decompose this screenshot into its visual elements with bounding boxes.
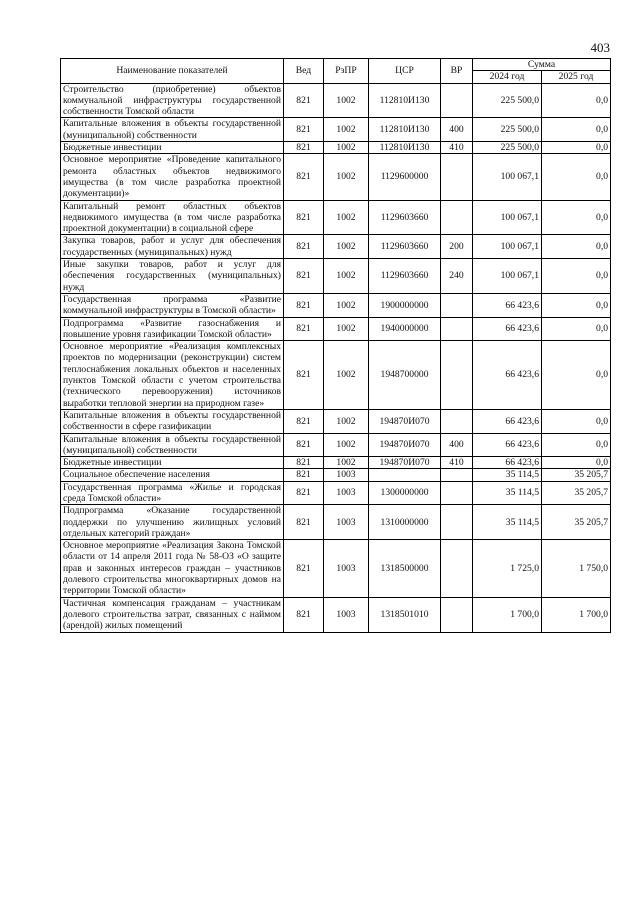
cell-y2024: 1 725,0: [473, 540, 542, 597]
cell-y2024: 66 423,6: [473, 433, 542, 457]
cell-y2024: 100 067,1: [473, 259, 542, 294]
cell-rzpr: 1002: [324, 457, 369, 469]
cell-y2025: 0,0: [542, 433, 611, 457]
cell-csr: 1129603660: [369, 235, 441, 259]
cell-vr: 410: [441, 457, 473, 469]
cell-rzpr: 1002: [324, 118, 369, 142]
cell-name: Основное мероприятие «Проведение капитального ремонта областных объектов недвижимого имущества (в том числе разработка проектной документации)»: [61, 154, 284, 200]
header-csr: ЦСР: [369, 59, 441, 84]
header-vr: ВР: [441, 59, 473, 84]
cell-rzpr: 1003: [324, 540, 369, 597]
table-row: [61, 481, 611, 505]
cell-csr: 1318501010: [369, 597, 441, 632]
table-row: [61, 457, 611, 469]
cell-vr: [441, 317, 473, 341]
cell-csr: 194870И070: [369, 457, 441, 469]
cell-csr: 194870И070: [369, 433, 441, 457]
header-name: Наименование показателей: [61, 59, 284, 84]
cell-csr: 1300000000: [369, 481, 441, 505]
cell-y2024: 1 700,0: [473, 597, 542, 632]
cell-rzpr: 1002: [324, 83, 369, 118]
cell-ved: 821: [284, 597, 324, 632]
cell-rzpr: 1002: [324, 142, 369, 154]
cell-y2025: 0,0: [542, 235, 611, 259]
cell-vr: [441, 597, 473, 632]
cell-y2024: 100 067,1: [473, 200, 542, 235]
cell-y2024: 66 423,6: [473, 341, 542, 410]
cell-ved: 821: [284, 200, 324, 235]
cell-vr: [441, 293, 473, 317]
cell-csr: 194870И070: [369, 409, 441, 433]
cell-csr: 1129603660: [369, 259, 441, 294]
cell-y2024: 66 423,6: [473, 457, 542, 469]
cell-ved: 821: [284, 83, 324, 118]
cell-y2025: 0,0: [542, 293, 611, 317]
cell-y2025: 0,0: [542, 409, 611, 433]
cell-rzpr: 1002: [324, 259, 369, 294]
cell-vr: [441, 83, 473, 118]
cell-ved: 821: [284, 118, 324, 142]
table-row: [61, 505, 611, 540]
cell-rzpr: 1002: [324, 235, 369, 259]
cell-y2025: 0,0: [542, 457, 611, 469]
cell-vr: [441, 409, 473, 433]
cell-name: Подпрограмма «Развитие газоснабжения и повышение уровня газификации Томской области»: [61, 317, 284, 341]
cell-name: Капитальный ремонт областных объектов недвижимого имущества (в том числе разработка проектной документации) в социальной сфере: [61, 200, 284, 235]
cell-ved: 821: [284, 235, 324, 259]
cell-csr: 1129603660: [369, 200, 441, 235]
cell-csr: 1940000000: [369, 317, 441, 341]
cell-y2025: 0,0: [542, 317, 611, 341]
table-row: [61, 259, 611, 294]
cell-y2025: 0,0: [542, 118, 611, 142]
cell-ved: 821: [284, 142, 324, 154]
cell-rzpr: 1002: [324, 317, 369, 341]
cell-name: Социальное обеспечение населения: [61, 469, 284, 481]
cell-y2024: 35 114,5: [473, 481, 542, 505]
cell-name: Государственная программа «Развитие коммунальной инфраструктуры в Томской области»: [61, 293, 284, 317]
cell-y2025: 0,0: [542, 200, 611, 235]
cell-name: Капитальные вложения в объекты государственной (муниципальной) собственности: [61, 433, 284, 457]
cell-csr: 1318500000: [369, 540, 441, 597]
table-row: [61, 200, 611, 235]
cell-vr: 400: [441, 433, 473, 457]
cell-ved: 821: [284, 457, 324, 469]
cell-y2025: 35 205,7: [542, 469, 611, 481]
cell-rzpr: 1003: [324, 597, 369, 632]
cell-ved: 821: [284, 293, 324, 317]
cell-name: Капитальные вложения в объекты государственной собственности в сфере газификации: [61, 409, 284, 433]
table-row: [61, 83, 611, 118]
cell-rzpr: 1002: [324, 200, 369, 235]
cell-csr: 1310000000: [369, 505, 441, 540]
cell-ved: 821: [284, 409, 324, 433]
budget-table: [60, 58, 611, 633]
header-rzpr: РзПР: [324, 59, 369, 84]
table-row: [61, 118, 611, 142]
cell-ved: 821: [284, 154, 324, 200]
cell-rzpr: 1002: [324, 409, 369, 433]
cell-name: Основное мероприятие «Реализация комплексных проектов по модернизации (реконструкции) систем теплоснабжения локальных объектов и населенных пунктов Томской области с учетом строительства (технического перевооружения) источников выработки тепловой энергии на природном газе»: [61, 341, 284, 410]
cell-csr: [369, 469, 441, 481]
table-row: [61, 341, 611, 410]
cell-ved: 821: [284, 433, 324, 457]
table-row: [61, 469, 611, 481]
table-row: [61, 433, 611, 457]
header-ved: Вед: [284, 59, 324, 84]
cell-vr: [441, 341, 473, 410]
table-row: [61, 409, 611, 433]
cell-ved: 821: [284, 481, 324, 505]
cell-name: Закупка товаров, работ и услуг для обеспечения государственных (муниципальных) нужд: [61, 235, 284, 259]
cell-name: Бюджетные инвестиции: [61, 142, 284, 154]
cell-name: Подпрограмма «Оказание государственной поддержки по улучшению жилищных условий отдельных категорий граждан»: [61, 505, 284, 540]
table-row: [61, 293, 611, 317]
table-row: [61, 235, 611, 259]
cell-y2024: 66 423,6: [473, 409, 542, 433]
cell-name: Бюджетные инвестиции: [61, 457, 284, 469]
cell-name: Частичная компенсация гражданам – участникам долевого строительства затрат, связанных с наймом (арендой) жилых помещений: [61, 597, 284, 632]
cell-rzpr: 1002: [324, 154, 369, 200]
cell-y2025: 1 700,0: [542, 597, 611, 632]
cell-vr: 410: [441, 142, 473, 154]
cell-name: Капитальные вложения в объекты государственной (муниципальной) собственности: [61, 118, 284, 142]
cell-y2025: 35 205,7: [542, 505, 611, 540]
cell-y2025: 0,0: [542, 142, 611, 154]
cell-y2024: 100 067,1: [473, 154, 542, 200]
cell-csr: 112810И130: [369, 118, 441, 142]
cell-csr: 112810И130: [369, 142, 441, 154]
cell-csr: 1900000000: [369, 293, 441, 317]
cell-vr: [441, 154, 473, 200]
cell-rzpr: 1002: [324, 293, 369, 317]
cell-ved: 821: [284, 469, 324, 481]
cell-y2024: 35 114,5: [473, 505, 542, 540]
cell-rzpr: 1002: [324, 341, 369, 410]
cell-ved: 821: [284, 259, 324, 294]
table-row: [61, 540, 611, 597]
cell-ved: 821: [284, 505, 324, 540]
cell-y2025: 1 750,0: [542, 540, 611, 597]
cell-csr: 1129600000: [369, 154, 441, 200]
cell-y2024: 66 423,6: [473, 293, 542, 317]
header-2024: 2024 год: [473, 71, 542, 83]
table-row: [61, 317, 611, 341]
cell-rzpr: 1003: [324, 469, 369, 481]
header-2025: 2025 год: [542, 71, 611, 83]
cell-vr: 240: [441, 259, 473, 294]
cell-y2025: 0,0: [542, 259, 611, 294]
cell-ved: 821: [284, 317, 324, 341]
cell-vr: [441, 200, 473, 235]
cell-y2025: 0,0: [542, 83, 611, 118]
cell-rzpr: 1002: [324, 433, 369, 457]
cell-y2024: 225 500,0: [473, 142, 542, 154]
header-sum: Сумма: [473, 59, 611, 71]
cell-name: Основное мероприятие «Реализация Закона Томской области от 14 апреля 2011 года № 58-ОЗ «О защите прав и законных интересов граждан – участников долевого строительства многоквартирных домов на территории Томской области»: [61, 540, 284, 597]
cell-name: Государственная программа «Жилье и городская среда Томской области»: [61, 481, 284, 505]
cell-ved: 821: [284, 341, 324, 410]
cell-vr: [441, 481, 473, 505]
cell-name: Иные закупки товаров, работ и услуг для обеспечения государственных (муниципальных) нужд: [61, 259, 284, 294]
cell-y2025: 35 205,7: [542, 481, 611, 505]
cell-rzpr: 1003: [324, 481, 369, 505]
cell-y2024: 35 114,5: [473, 469, 542, 481]
cell-y2024: 100 067,1: [473, 235, 542, 259]
table-row: [61, 142, 611, 154]
page-number: 403: [590, 40, 610, 55]
cell-y2024: 66 423,6: [473, 317, 542, 341]
cell-y2024: 225 500,0: [473, 83, 542, 118]
table-row: [61, 154, 611, 200]
cell-y2025: 0,0: [542, 341, 611, 410]
cell-vr: 200: [441, 235, 473, 259]
cell-vr: [441, 505, 473, 540]
cell-csr: 112810И130: [369, 83, 441, 118]
cell-vr: [441, 469, 473, 481]
cell-csr: 1948700000: [369, 341, 441, 410]
cell-y2024: 225 500,0: [473, 118, 542, 142]
table-row: [61, 597, 611, 632]
cell-name: Строительство (приобретение) объектов коммунальной инфраструктуры государственной собственности Томской области: [61, 83, 284, 118]
cell-rzpr: 1003: [324, 505, 369, 540]
cell-ved: 821: [284, 540, 324, 597]
cell-vr: [441, 540, 473, 597]
cell-vr: 400: [441, 118, 473, 142]
cell-y2025: 0,0: [542, 154, 611, 200]
